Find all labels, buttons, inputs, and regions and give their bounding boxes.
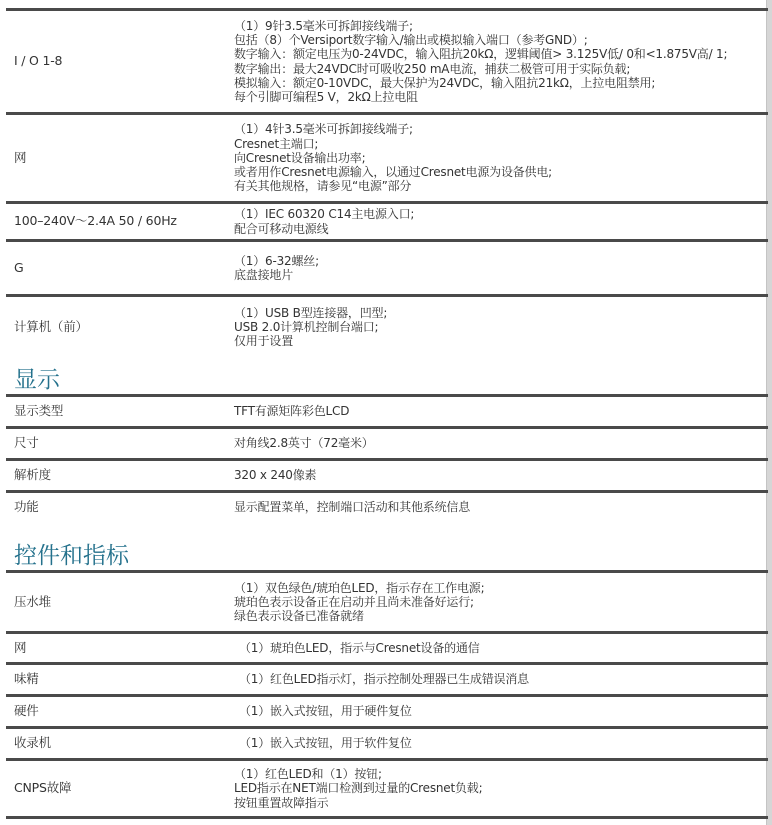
row-value [234,203,768,241]
row-label: 收录机 [6,728,234,760]
value-line: 数字输出：最大24VDC时可吸收250 mA电流，捕获二极管可用于实际负载; [234,61,631,76]
value-line: 配合可移动电源线 [234,221,329,236]
row-value: （1）嵌入式按钮，用于软件复位 [234,728,768,760]
table-row-power [6,203,768,241]
value-line: （1）双色绿色/琥珀色LED，指示存在工作电源; [234,580,485,595]
row-value: （1）红色LED指示灯，指示控制处理器已生成错误消息 [234,664,768,696]
value-line: （1）9针3.5毫米可拆卸接线端子; [234,18,413,33]
section-heading-controls: 控件和指标 [14,543,129,569]
table-row-computer [6,296,768,358]
row-label: 压水堆 [6,572,234,633]
table-row-pwr [6,572,768,633]
row-value: 320 x 240像素 [234,459,768,491]
value-line: 向Cresnet设备输出功率; [234,150,366,165]
value-line: USB 2.0计算机控制台端口; [234,320,379,335]
value-line: 绿色表示设备已准备就绪 [234,609,364,624]
row-label: 网 [6,633,234,664]
row-value [234,241,768,296]
row-value [234,572,768,633]
value-line: （1）IEC 60320 C14主电源入口; [234,207,415,222]
controls-table [6,570,768,819]
value-line: Cresnet主端口; [234,136,319,151]
spec-page [6,0,768,819]
row-label: 100–240V～2.4A 50 / 60Hz [6,203,234,241]
table-row [6,459,768,491]
table-row-cnps [6,760,768,818]
value-line: 琥珀色表示设备正在启动并且尚未准备好运行; [234,594,474,609]
value-line: 或者用作Cresnet电源输入，以通过Cresnet电源为设备供电; [234,165,552,180]
table-row-msg [6,664,768,696]
row-label: 解析度 [6,459,234,491]
row-label: I / O 1-8 [6,10,234,114]
table-row-sw [6,728,768,760]
value-line: （1）6-32螺丝; [234,253,319,268]
row-value: TFT有源矩阵彩色LCD [234,395,768,427]
connectors-table [6,8,768,358]
row-value [234,296,768,358]
table-row [6,395,768,427]
row-value: （1）嵌入式按钮，用于硬件复位 [234,696,768,728]
row-value: 显示配置菜单，控制端口活动和其他系统信息 [234,491,768,521]
value-line: （1）USB B型连接器，凹型; [234,305,388,320]
value-line: 仅用于设置 [234,334,294,349]
row-label: G [6,241,234,296]
value-line: 包括（8）个Versiport数字输入/输出或模拟输入端口（参考GND）; [234,33,588,48]
table-row-net [6,114,768,203]
table-row [6,427,768,459]
value-line: （1）4针3.5毫米可拆卸接线端子; [234,122,413,137]
value-line: 有关其他规格，请参见“电源”部分 [234,179,412,194]
row-label: 功能 [6,491,234,521]
display-table [6,394,768,522]
row-value [234,760,768,818]
table-row-ground [6,241,768,296]
value-line: 数字输入：额定电压为0-24VDC，输入阻抗20kΩ，逻辑阈值> 3.125V低/ 0和<1.875V高/ 1; [234,47,728,62]
value-line: LED指示在NET端口检测到过量的Cresnet负载; [234,781,483,796]
value-line: 每个引脚可编程5 V，2kΩ上拉电阻 [234,89,418,104]
row-value [234,10,768,114]
row-label: 尺寸 [6,427,234,459]
row-label: 硬件 [6,696,234,728]
row-value: （1）琥珀色LED，指示与Cresnet设备的通信 [234,633,768,664]
row-value: 对角线2.8英寸（72毫米） [234,427,768,459]
table-row [6,491,768,521]
value-line: （1）红色LED和（1）按钮; [234,767,382,782]
row-label: 味精 [6,664,234,696]
value-line: 底盘接地片 [234,268,294,282]
table-row-net [6,633,768,664]
row-label: CNPS故障 [6,760,234,818]
section-heading-display: 显示 [14,366,60,393]
row-label: 显示类型 [6,395,234,427]
row-label: 网 [6,114,234,203]
row-label: 计算机（前） [6,296,234,358]
value-line: 按钮重置故障指示 [234,795,329,810]
row-value [234,114,768,203]
value-line: 模拟输入：额定0-10VDC，最大保护为24VDC，输入阻抗21kΩ，上拉电阻禁用; [234,75,656,90]
table-row-io [6,10,768,114]
table-row-hw [6,696,768,728]
